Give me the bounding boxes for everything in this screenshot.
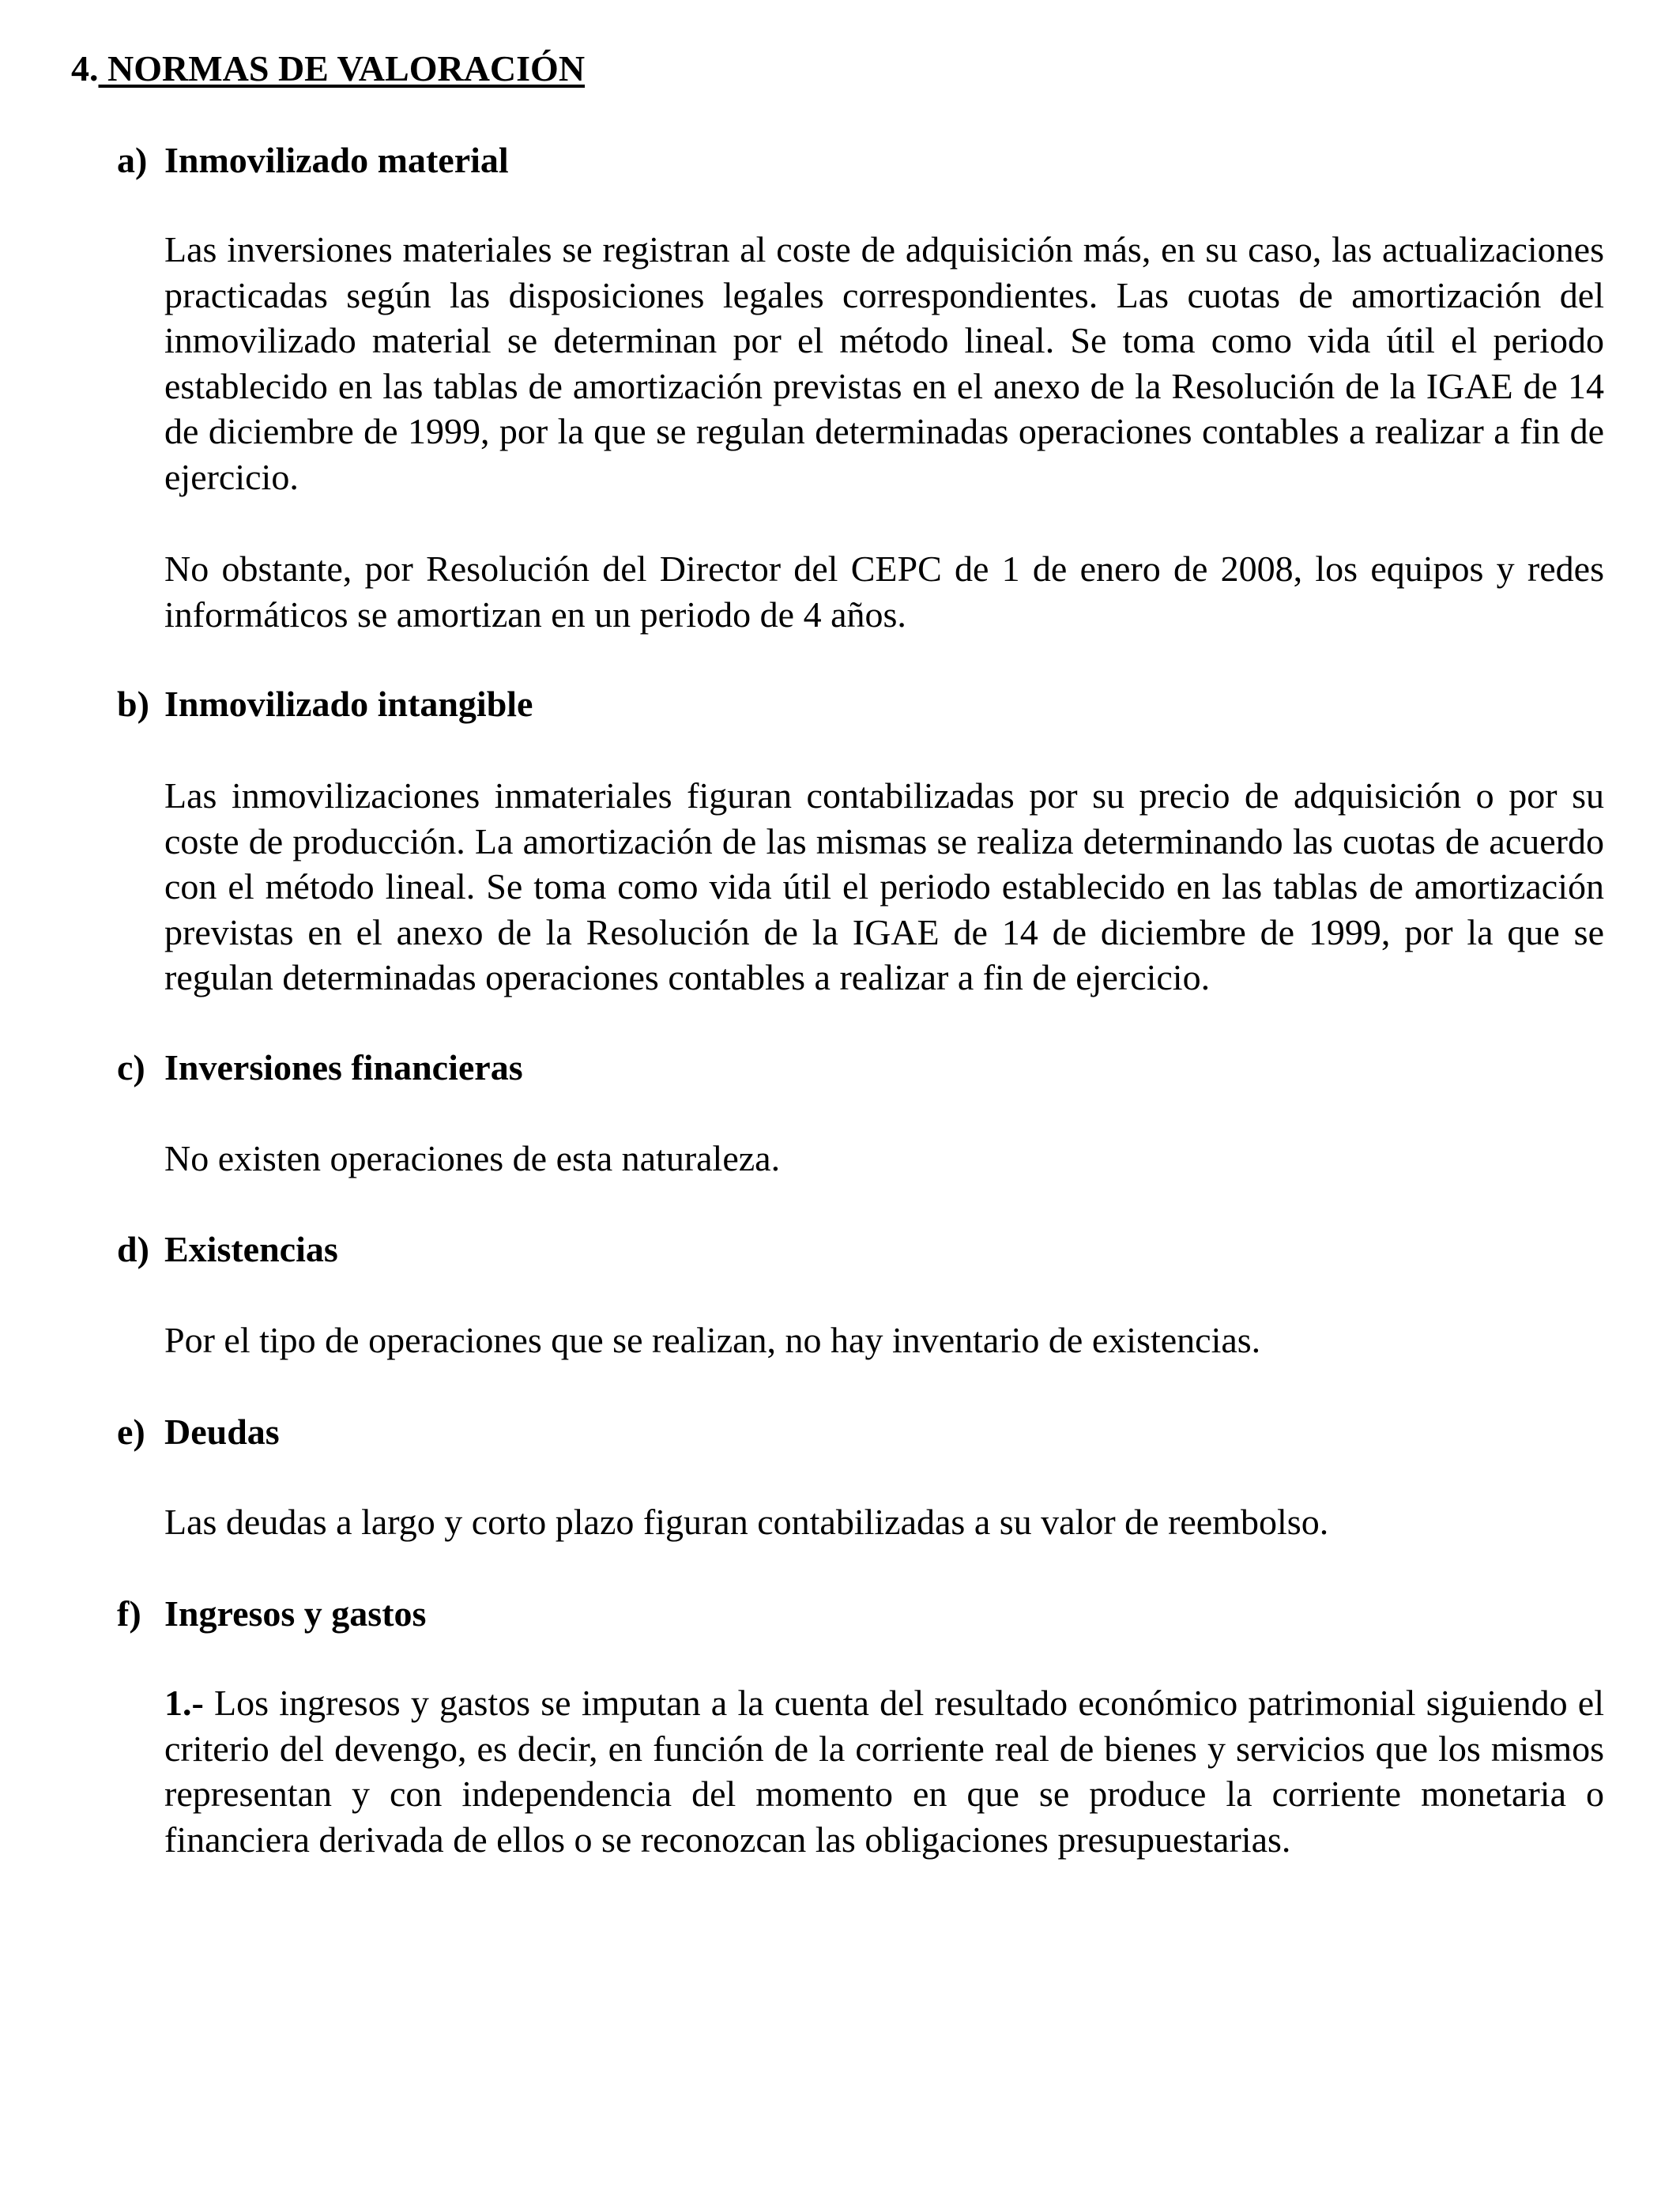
paragraph-a-2: No obstante, por Resolución del Director del CEPC de 1 de enero de 2008, los equipos y redes informáticos se amortizan en un periodo de 4 años.	[164, 548, 1604, 635]
subsection-heading-c	[117, 1045, 523, 1091]
paragraph-d-1: Por el tipo de operaciones que se realizan, no hay inventario de existencias.	[164, 1320, 1261, 1360]
paragraph-f-1	[164, 1680, 1604, 1862]
subsection-heading-text: Existencias	[164, 1229, 338, 1269]
subsection-heading-text: Inmovilizado intangible	[164, 684, 533, 724]
subsection-letter: a)	[117, 140, 148, 180]
subsection-heading-a	[117, 138, 509, 183]
paragraph-a-1: Las inversiones materiales se registran al coste de adquisición más, en su caso, las actualizaciones practicadas según las disposiciones legales correspondientes. Las cuotas de amortización del inmovilizado material se determinan por el método lineal. Se toma como vida útil el periodo establecido en las tablas de amortización previstas en el anexo de la Resolución de la IGAE de 14 de diciembre de 1999, por la que se regulan determinadas operaciones contables a realizar a fin de ejercicio.	[164, 229, 1604, 497]
subsection-heading-text: Deudas	[164, 1412, 280, 1452]
subsection-heading-text: Ingresos y gastos	[164, 1593, 427, 1634]
subsection-heading-f	[117, 1591, 426, 1637]
subsection-heading-d	[117, 1227, 338, 1272]
paragraph-c-1: No existen operaciones de esta naturaleza.	[164, 1138, 781, 1178]
subsection-letter: c)	[117, 1047, 145, 1088]
paragraph-b-1: Las inmovilizaciones inmateriales figuran contabilizadas por su precio de adquisición o por su coste de producción. La amortización de las mismas se realiza determinando las cuotas de acuerdo con el método lineal. Se toma como vida útil el periodo establecido en las tablas de amortización previstas en el anexo de la Resolución de la IGAE de 14 de diciembre de 1999, por la que se regulan determinadas operaciones contables a realizar a fin de ejercicio.	[164, 775, 1604, 997]
subsection-letter: d)	[117, 1229, 149, 1269]
paragraph-body: Los ingresos y gastos se imputan a la cuenta del resultado económico patrimonial siguiendo el criterio del devengo, es decir, en función de la corriente real de bienes y servicios que los mismos representan y con independencia del momento en que se produce la corriente monetaria o financiera derivada de ellos o se reconozcan las obligaciones presupuestarias.	[164, 1683, 1604, 1860]
paragraph-lead-number: 1.-	[164, 1683, 204, 1723]
subsection-heading-e	[117, 1409, 280, 1455]
paragraph-e-1: Las deudas a largo y corto plazo figuran contabilizadas a su valor de reembolso.	[164, 1502, 1329, 1542]
subsection-heading-text: Inmovilizado material	[164, 140, 509, 180]
subsection-letter: f)	[117, 1593, 141, 1634]
subsection-heading-b	[117, 681, 533, 727]
subsection-letter: b)	[117, 684, 149, 724]
section-title-text: NORMAS DE VALORACIÓN	[98, 48, 586, 89]
section-number: 4.	[71, 48, 99, 89]
subsection-letter: e)	[117, 1412, 145, 1452]
section-title	[71, 46, 585, 92]
subsection-heading-text: Inversiones financieras	[164, 1047, 523, 1088]
